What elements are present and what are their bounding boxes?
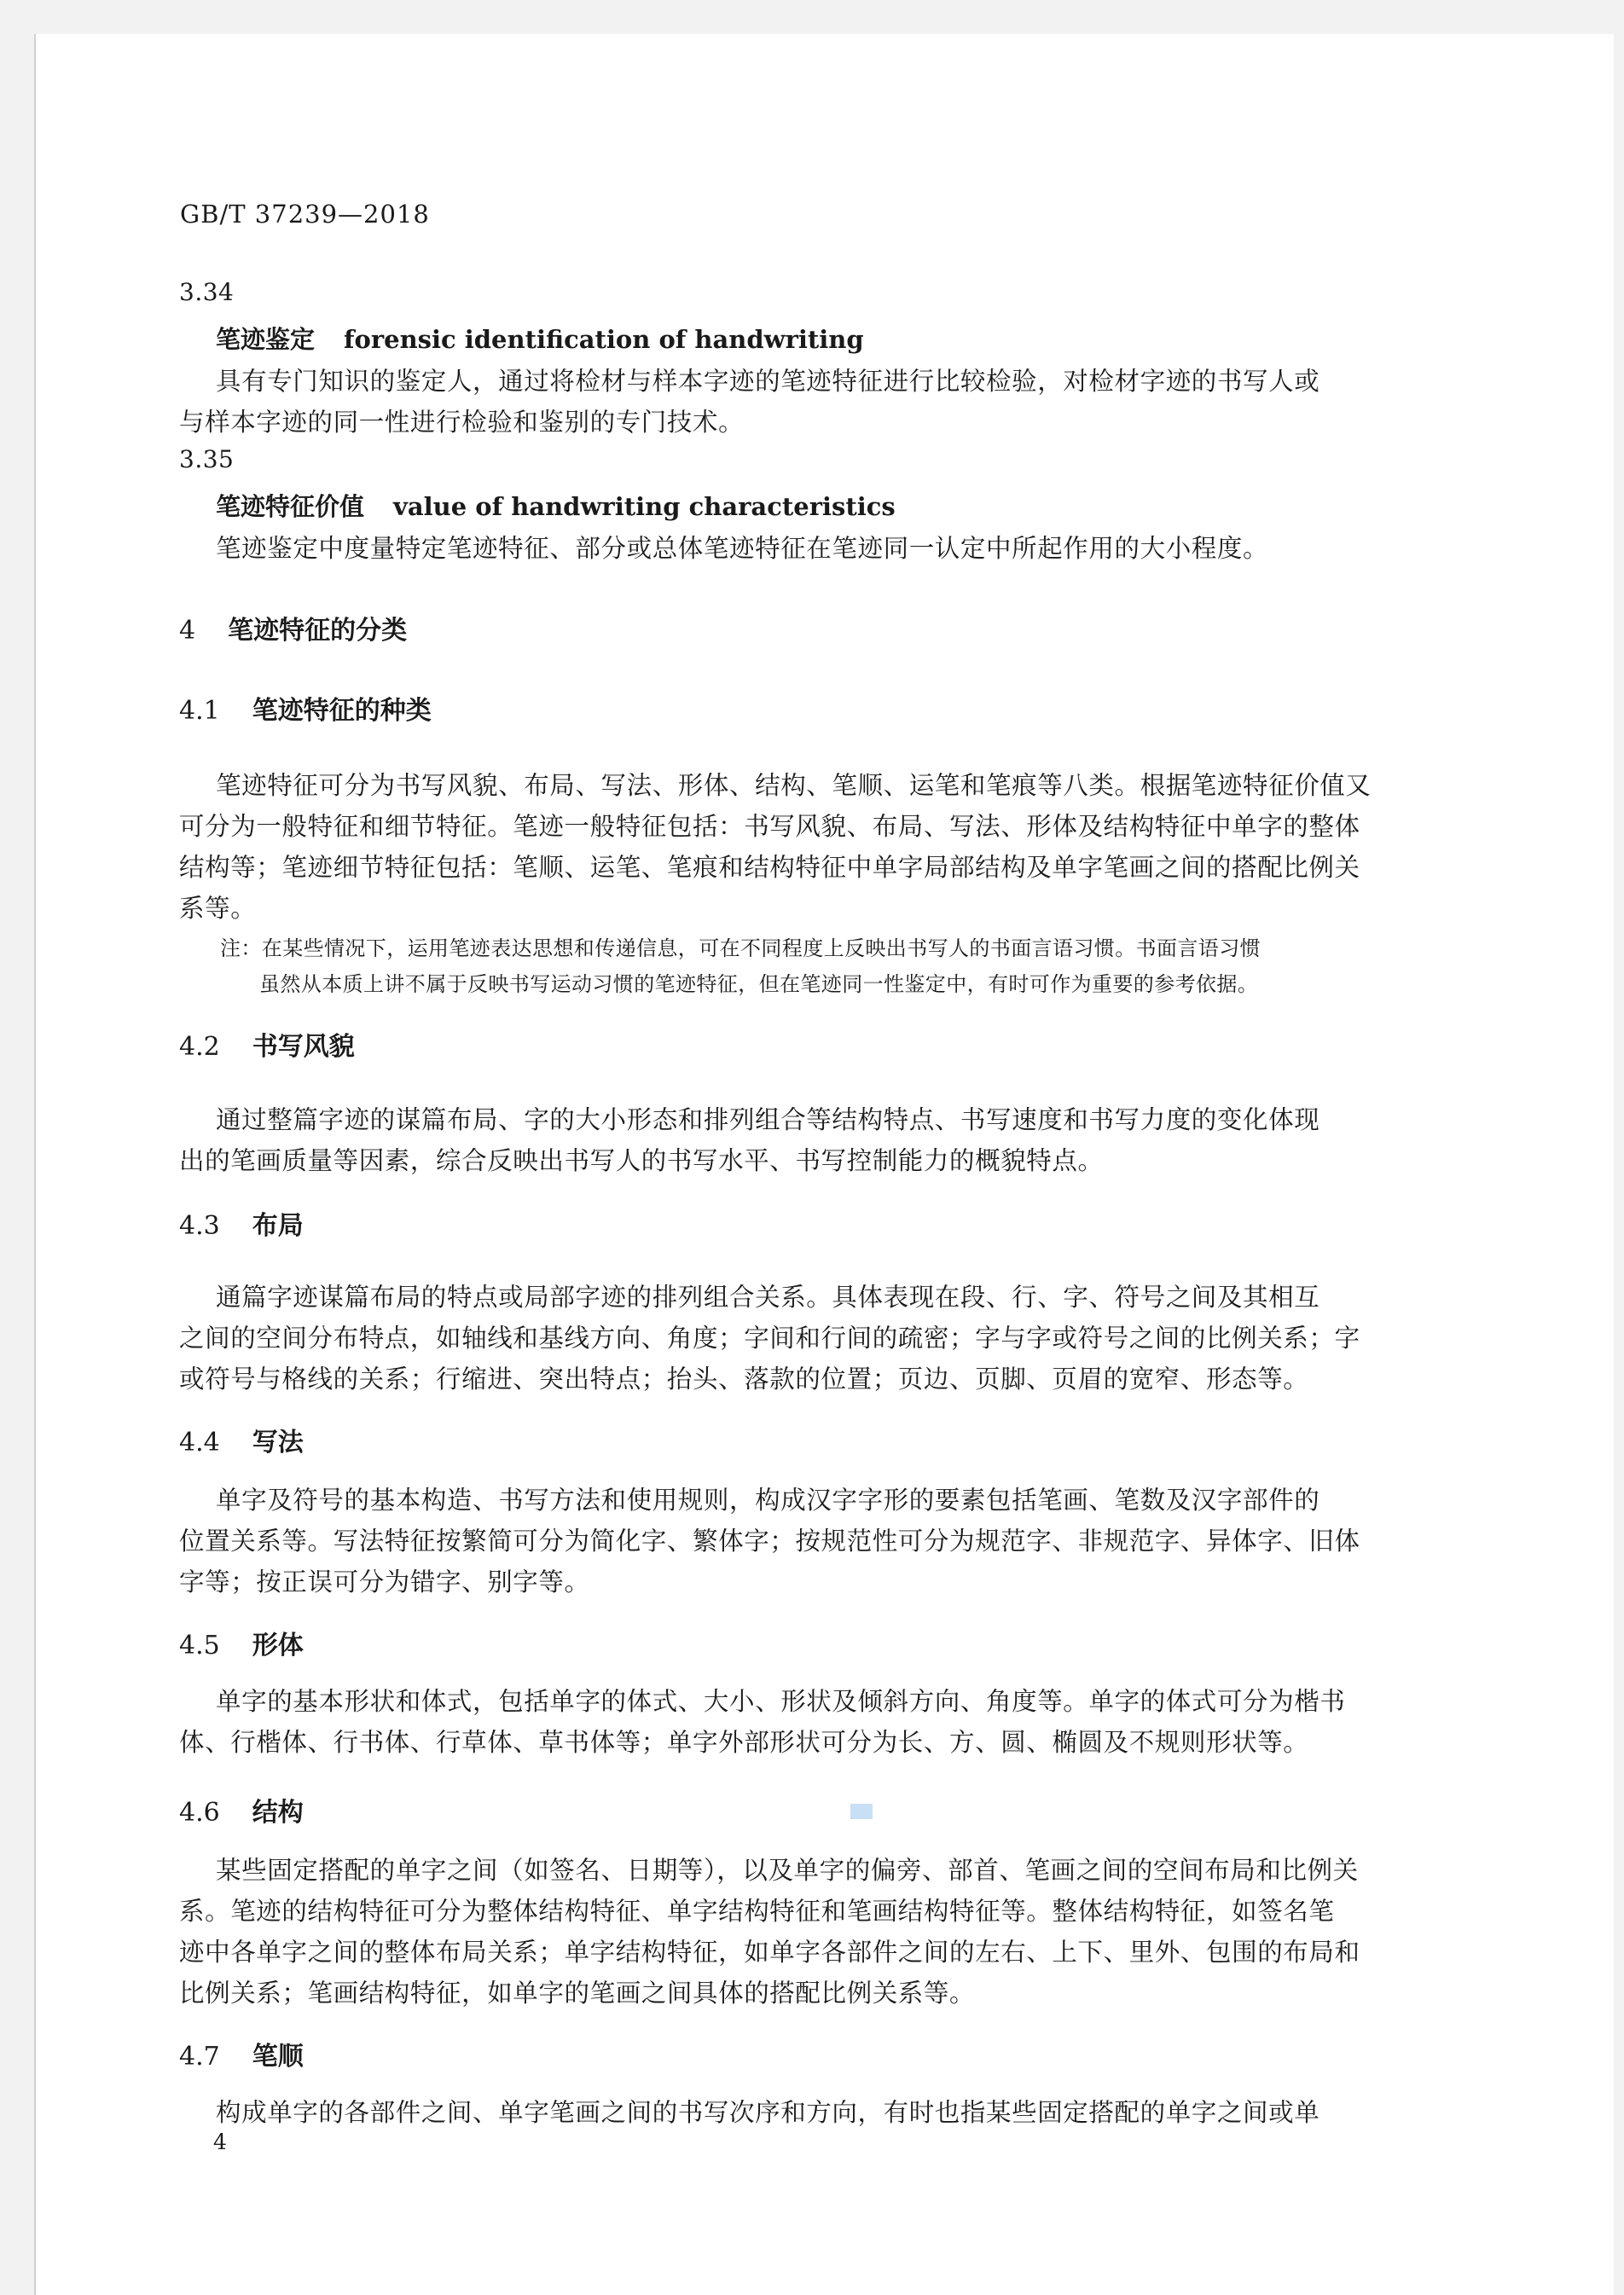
document-page — [34, 34, 1614, 2295]
paragraph-line: 通篇字迹谋篇布局的特点或局部字迹的排列组合关系。具体表现在段、行、字、符号之间及其相互 — [216, 1283, 1320, 1312]
term-number: 3.34 — [179, 278, 235, 306]
section-title: 书写风貌 — [252, 1032, 355, 1062]
section-heading — [179, 1421, 304, 1458]
paragraph-line: 笔迹特征可分为书写风貌、布局、写法、形体、结构、笔顺、运笔和笔痕等八类。根据笔迹特征价值又 — [216, 771, 1372, 800]
paragraph-line: 比例关系；笔画结构特征，如单字的笔画之间具体的搭配比例关系等。 — [179, 1979, 976, 2008]
paragraph-line: 迹中各单字之间的整体布局关系；单字结构特征，如单字各部件之间的左右、上下、里外、包围的布局和 — [179, 1938, 1360, 1967]
definition-line: 与样本字迹的同一性进行检验和鉴别的专门技术。 — [179, 408, 745, 437]
section-heading — [179, 1025, 355, 1063]
chapter-heading — [179, 609, 407, 646]
paragraph-line: 或符号与格线的关系；行缩进、突出特点；抬头、落款的位置；页边、页脚、页眉的宽窄、形态等。 — [179, 1365, 1309, 1394]
paragraph-line: 通过整篇字迹的谋篇布局、字的大小形态和排列组合等结构特点、书写速度和书写力度的变化体现 — [216, 1105, 1320, 1134]
section-number: 4.6 — [179, 1798, 220, 1828]
term-chinese: 笔迹鉴定 — [216, 325, 316, 354]
paragraph-line: 单字的基本形状和体式，包括单字的体式、大小、形状及倾斜方向、角度等。单字的体式可分为楷书 — [216, 1687, 1346, 1716]
section-number: 4.4 — [179, 1428, 220, 1458]
note-line: 虽然从本质上讲不属于反映书写运动习惯的笔迹特征，但在笔迹同一性鉴定中，有时可作为重要的参考依据。 — [259, 972, 1259, 996]
section-number: 4.7 — [179, 2042, 220, 2072]
selection-highlight — [850, 1804, 873, 1819]
paragraph-line: 位置关系等。写法特征按繁简可分为简化字、繁体字；按规范性可分为规范字、非规范字、异体字、旧体 — [179, 1527, 1360, 1556]
paragraph-line: 构成单字的各部件之间、单字笔画之间的书写次序和方向，有时也指某些固定搭配的单字之间或单 — [216, 2098, 1320, 2127]
definition-line: 笔迹鉴定中度量特定笔迹特征、部分或总体笔迹特征在笔迹同一认定中所起作用的大小程度。 — [216, 534, 1269, 563]
section-number: 4.2 — [179, 1032, 220, 1062]
note-line: 注：在某些情况下，运用笔迹表达思想和传递信息，可在不同程度上反映出书写人的书面言语习惯。书面言语习惯 — [220, 936, 1261, 960]
paragraph-line: 出的笔画质量等因素，综合反映出书写人的书写水平、书写控制能力的概貌特点。 — [179, 1146, 1104, 1175]
paragraph-line: 系等。 — [179, 894, 257, 923]
paragraph-line: 体、行楷体、行书体、行草体、草书体等；单字外部形状可分为长、方、圆、椭圆及不规则形状等。 — [179, 1728, 1309, 1757]
term-heading — [216, 488, 896, 523]
section-heading — [179, 1624, 304, 1661]
paragraph-line: 可分为一般特征和细节特征。笔迹一般特征包括：书写风貌、布局、写法、形体及结构特征中单字的整体 — [179, 812, 1360, 841]
term-english: forensic identification of handwriting — [344, 325, 864, 354]
paragraph-line: 之间的空间分布特点，如轴线和基线方向、角度；字间和行间的疏密；字与字或符号之间的比例关系；字 — [179, 1324, 1360, 1353]
term-chinese: 笔迹特征价值 — [216, 492, 365, 521]
term-number: 3.35 — [179, 445, 235, 473]
chapter-number: 4 — [179, 616, 196, 646]
section-heading — [179, 689, 432, 727]
paragraph-line: 某些固定搭配的单字之间（如签名、日期等），以及单字的偏旁、部首、笔画之间的空间布局和比例关 — [216, 1856, 1359, 1885]
section-title: 笔迹特征的种类 — [252, 696, 432, 726]
definition-line: 具有专门知识的鉴定人，通过将检材与样本字迹的笔迹特征进行比较检验，对检材字迹的书写人或 — [216, 367, 1320, 396]
chapter-title: 笔迹特征的分类 — [228, 616, 408, 646]
term-english: value of handwriting characteristics — [393, 492, 896, 521]
term-heading — [216, 321, 864, 356]
section-title: 形体 — [252, 1631, 304, 1660]
standard-header: GB/T 37239—2018 — [180, 200, 430, 229]
section-title: 布局 — [252, 1211, 304, 1241]
section-heading — [179, 1791, 304, 1828]
section-number: 4.1 — [179, 696, 220, 726]
paragraph-line: 结构等；笔迹细节特征包括：笔顺、运笔、笔痕和结构特征中单字局部结构及单字笔画之间的搭配比例关 — [179, 853, 1360, 882]
section-heading — [179, 2035, 304, 2072]
section-title: 笔顺 — [252, 2042, 304, 2072]
paragraph-line: 字等；按正误可分为错字、别字等。 — [179, 1568, 590, 1597]
section-title: 写法 — [252, 1428, 304, 1458]
paragraph-line: 系。笔迹的结构特征可分为整体结构特征、单字结构特征和笔画结构特征等。整体结构特征，如签名笔 — [179, 1897, 1335, 1926]
section-title: 结构 — [252, 1798, 304, 1828]
page-number: 4 — [213, 2130, 227, 2154]
section-number: 4.5 — [179, 1631, 220, 1660]
section-heading — [179, 1204, 304, 1242]
paragraph-line: 单字及符号的基本构造、书写方法和使用规则，构成汉字字形的要素包括笔画、笔数及汉字部件的 — [216, 1486, 1320, 1515]
section-number: 4.3 — [179, 1211, 220, 1241]
